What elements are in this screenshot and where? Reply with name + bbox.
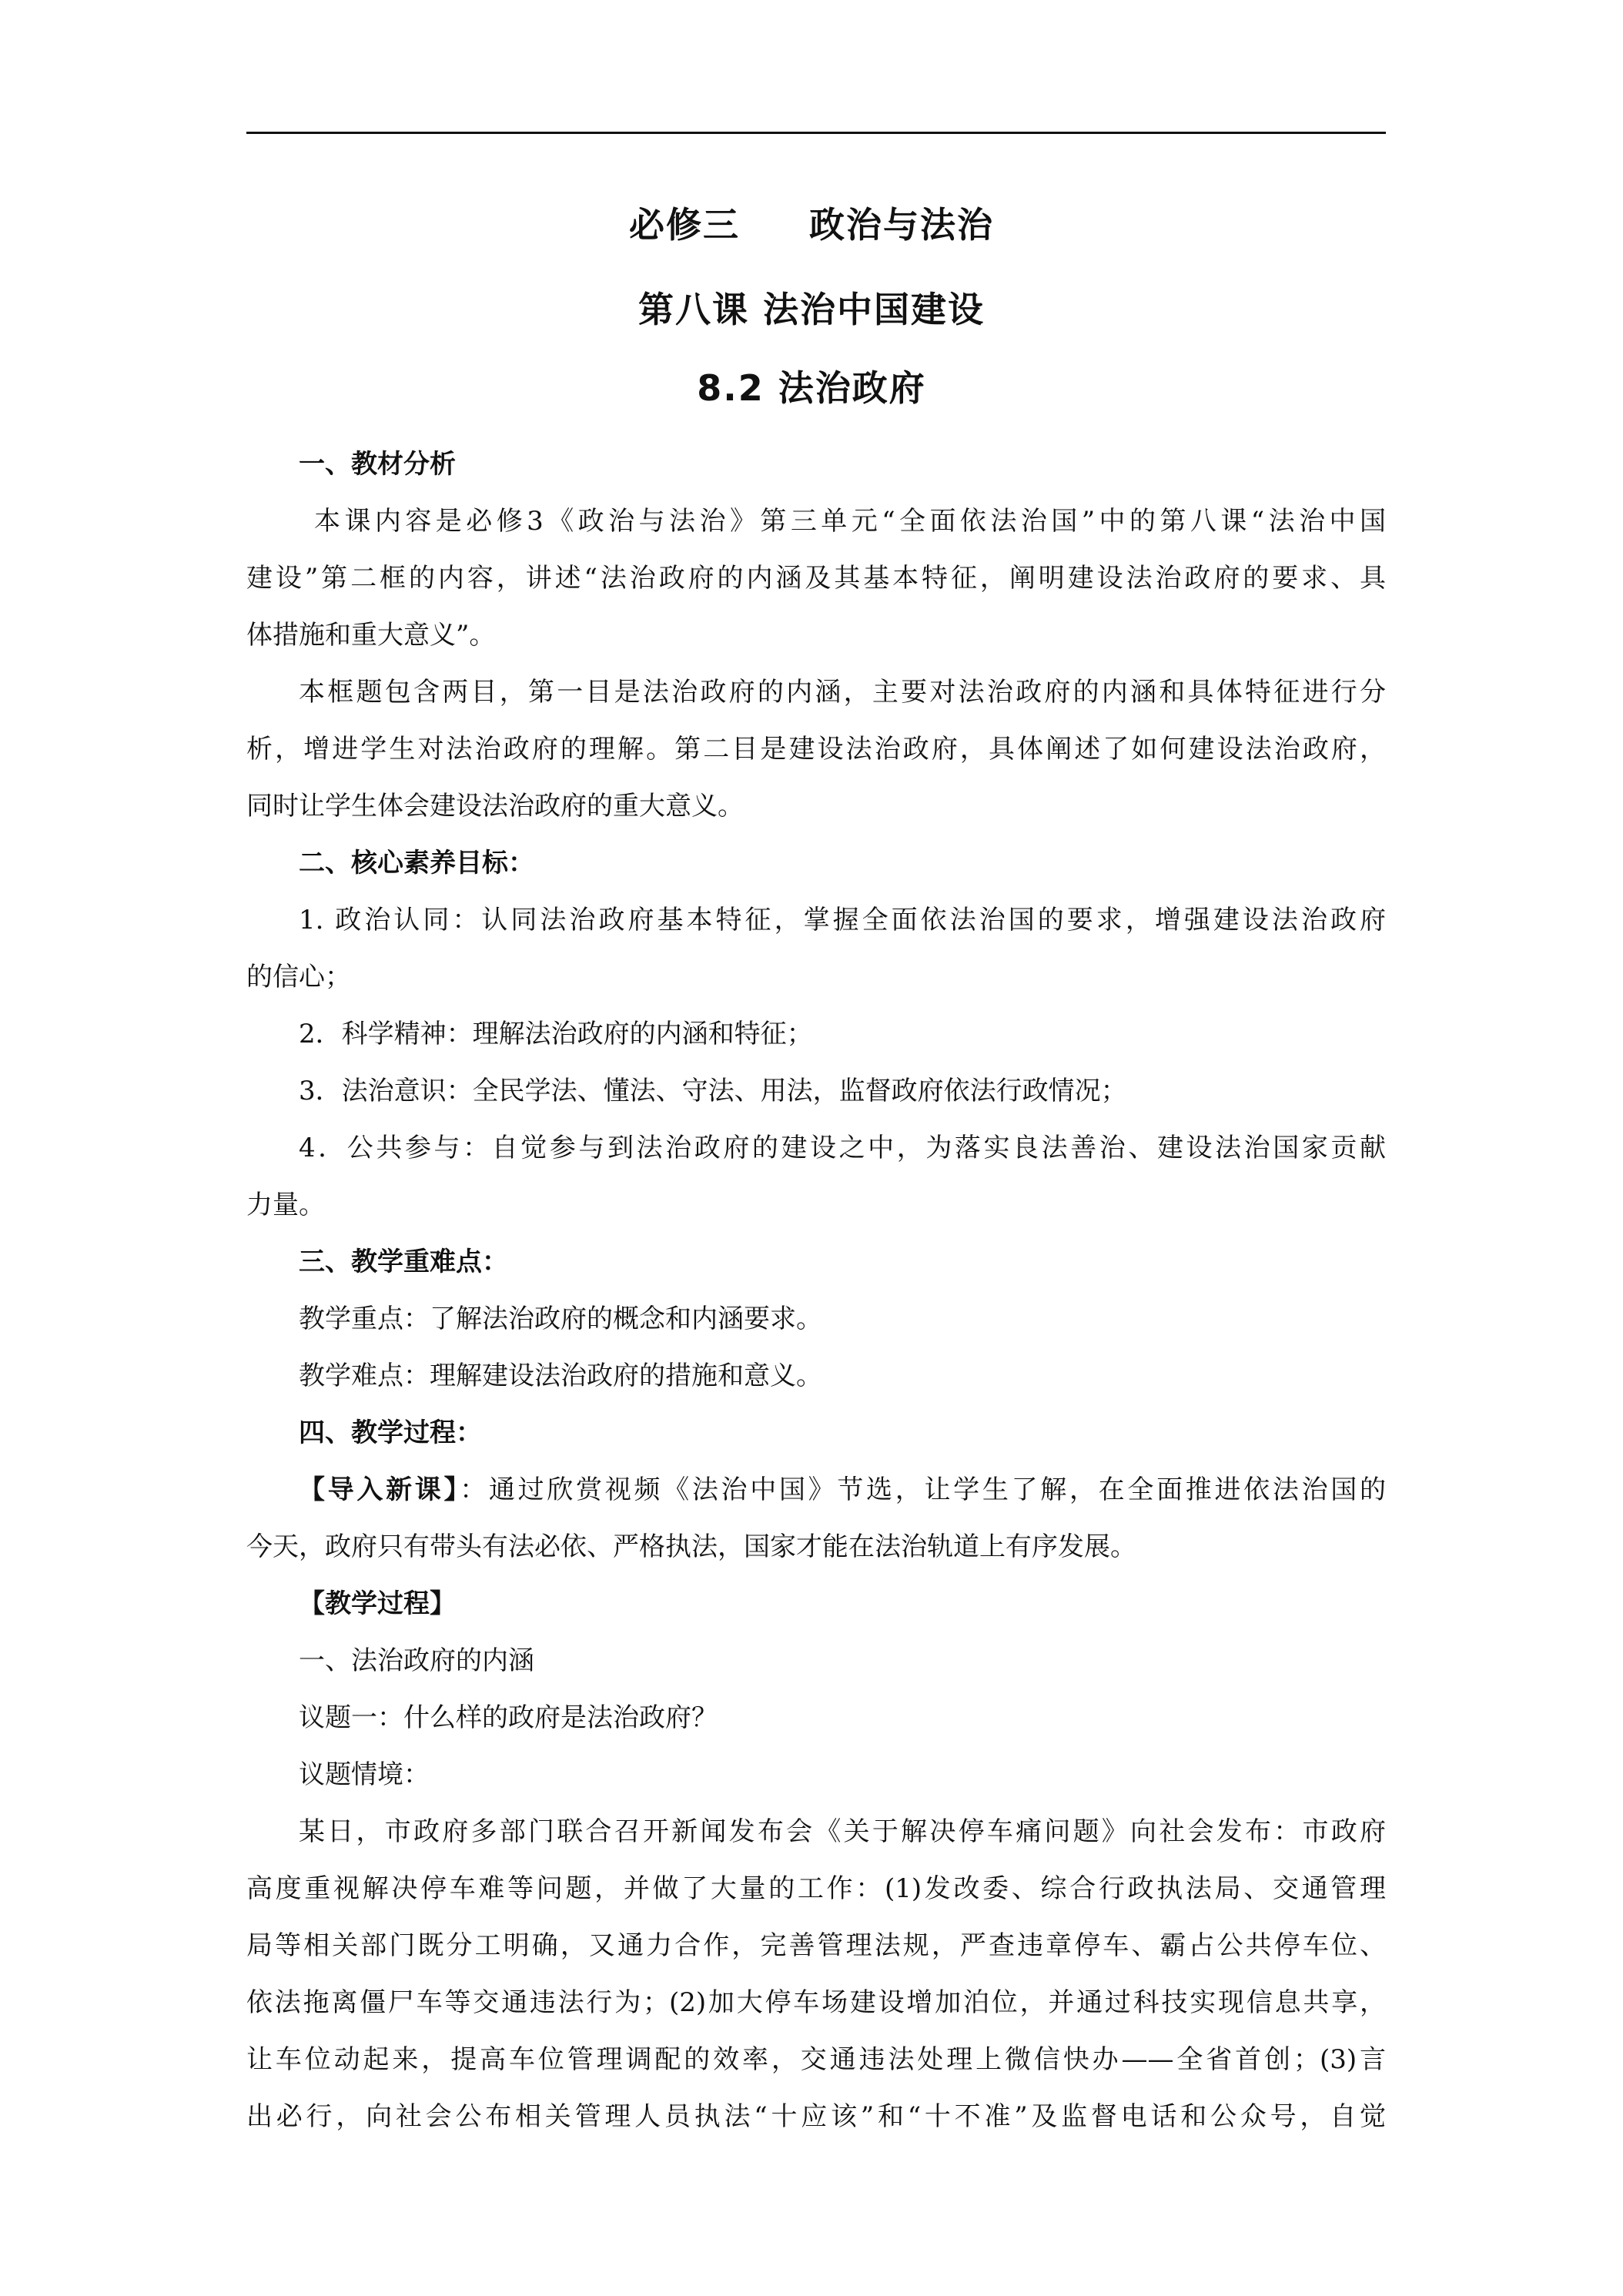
paragraph-line: 本课内容是必修3《政治与法治》第三单元“全面依法治国”中的第八课“法治中国 (314, 506, 1386, 537)
scenario-line: 出必行，向社会公布相关管理人员执法“十应该”和“十不准”及监督电话和公众号，自觉 (246, 2101, 1386, 2132)
scenario-line: 让车位动起来，提高车位管理调配的效率，交通违法处理上微信快办——全省首创；(3)言 (246, 2044, 1386, 2075)
intro-text: ：通过欣赏视频《法治中国》节选，让学生了解，在全面推进依法治国的 (460, 1474, 1387, 1505)
scenario-line: 局等相关部门既分工明确，又通力合作，完善管理法规，严查违章停车、霸占公共停车位、 (246, 1930, 1386, 1961)
goal-line: 3．法治意识：全民学法、懂法、守法、用法，监督政府依法行政情况； (299, 1076, 1127, 1106)
goal-line: 的信心； (246, 962, 351, 992)
lesson-title: 第八课 法治中国建设 (637, 289, 985, 330)
paragraph-line: 建设”第二框的内容，讲述“法治政府的内涵及其基本特征，阐明建设法治政府的要求、具 (246, 563, 1386, 594)
paragraph-line: 析，增进学生对法治政府的理解。第二目是建设法治政府，具体阐述了如何建设法治政府， (246, 734, 1386, 765)
heading-core-goals: 二、核心素养目标： (299, 848, 534, 879)
section-title: 8.2 法治政府 (697, 367, 926, 409)
header-rule (246, 132, 1386, 134)
course-part: 必修三 (629, 204, 740, 246)
intro-line: 今天，政府只有带头有法必依、严格执法，国家才能在法治轨道上有序发展。 (246, 1531, 1136, 1562)
process-label: 【教学过程】 (299, 1588, 456, 1619)
heading-key-points: 三、教学重难点： (299, 1247, 508, 1277)
intro-line (246, 1461, 1386, 1518)
difficult-point: 教学难点：理解建设法治政府的措施和意义。 (299, 1361, 822, 1391)
scenario-label: 议题情境： (299, 1759, 430, 1790)
paragraph-line: 同时让学生体会建设法治政府的重大意义。 (246, 791, 744, 822)
paragraph-line: 体措施和重大意义”。 (246, 620, 496, 651)
heading-teaching-process: 四、教学过程： (299, 1417, 482, 1448)
scenario-line: 高度重视解决停车难等问题，并做了大量的工作：(1)发改委、综合行政执法局、交通管理 (246, 1873, 1386, 1904)
key-point: 教学重点：了解法治政府的概念和内涵要求。 (299, 1304, 822, 1334)
course-name: 政治与法治 (809, 204, 994, 246)
course-title (0, 202, 1623, 248)
goal-line: 4．公共参与：自觉参与到法治政府的建设之中，为落实良法善治、建设法治国家贡献 (299, 1133, 1386, 1163)
document-body (246, 436, 1386, 2145)
topic-line: 议题一：什么样的政府是法治政府？ (299, 1702, 718, 1733)
intro-label: 【导入新课】 (299, 1474, 460, 1505)
goal-line: 1. 政治认同：认同法治政府基本特征，掌握全面依法治国的要求，增强建设法治政府 (299, 905, 1386, 935)
goal-line: 2．科学精神：理解法治政府的内涵和特征； (299, 1019, 813, 1049)
goal-line: 力量。 (246, 1190, 325, 1220)
scenario-line: 依法拖离僵尸车等交通违法行为；(2)加大停车场建设增加泊位，并通过科技实现信息共享， (246, 1987, 1386, 2018)
scenario-line: 某日，市政府多部门联合召开新闻发布会《关于解决停车痛问题》向社会发布：市政府 (299, 1816, 1386, 1847)
heading-textbook-analysis: 一、教材分析 (299, 449, 456, 480)
paragraph-line: 本框题包含两目，第一目是法治政府的内涵，主要对法治政府的内涵和具体特征进行分 (299, 677, 1386, 708)
subsection-heading: 一、法治政府的内涵 (299, 1645, 534, 1676)
